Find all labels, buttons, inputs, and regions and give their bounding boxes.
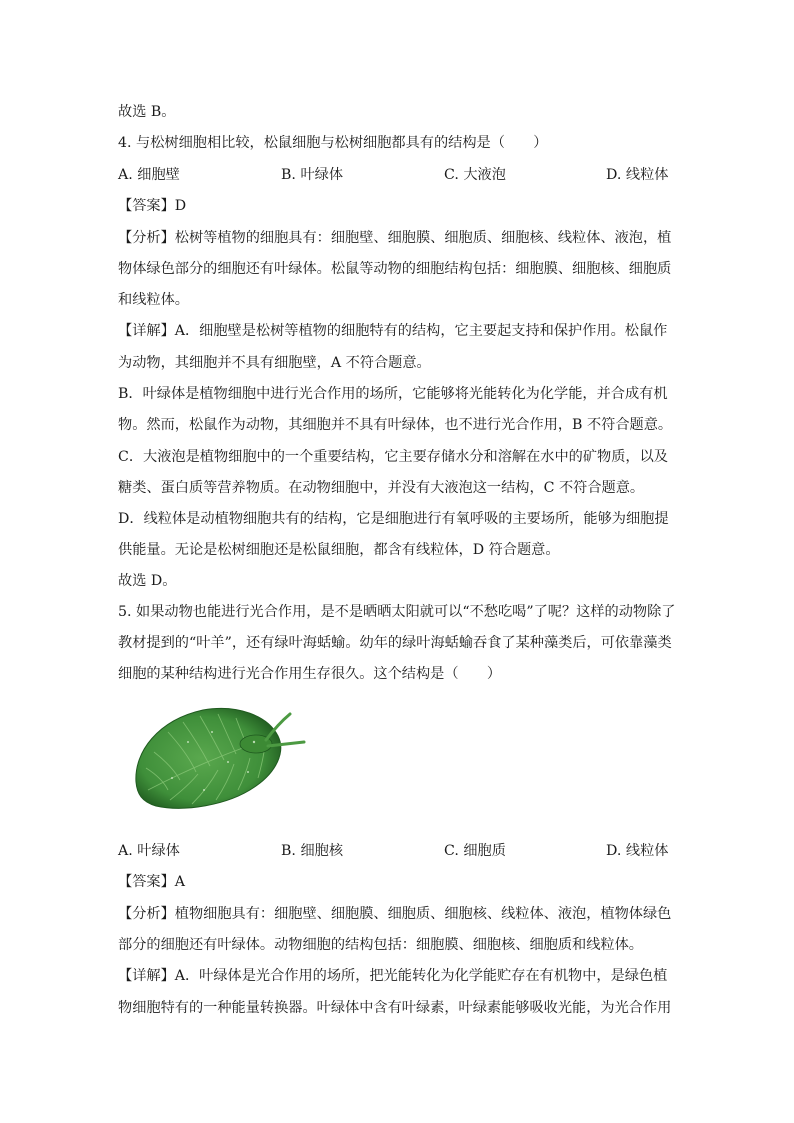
q5-detail-line: 【详解】A．叶绿体是光合作用的场所，把光能转化为化学能贮存在有机物中，是绿色植 [118,968,668,984]
q4-analysis-line: 和线粒体。 [118,292,189,308]
q4-option-d: D. 线粒体 [606,167,669,183]
q5-answer: 【答案】A [118,874,185,890]
q5-detail-line: 物细胞特有的一种能量转换器。叶绿体中含有叶绿素，叶绿素能够吸收光能，为光合作用 [118,1000,672,1016]
q4-detail-line: 【详解】A．细胞壁是松树等植物的细胞特有的结构，它主要起支持和保护作用。松鼠作 [118,323,668,339]
q4-conclusion: 故选 D。 [118,573,177,589]
q5-analysis-line: 部分的细胞还有叶绿体。动物细胞的结构包括：细胞膜、细胞核、细胞质和线粒体。 [118,937,643,953]
q4-detail-line: 物。然而，松鼠作为动物，其细胞并不具有叶绿体，也不进行光合作用，B 不符合题意。 [118,417,673,433]
q4-option-a: A. 细胞壁 [118,167,180,183]
q5-stem-line: 教材提到的“叶羊”，还有绿叶海蛞蝓。幼年的绿叶海蛞蝓吞食了某种藻类后，可依靠藻类 [118,635,672,651]
q4-analysis-line: 物体绿色部分的细胞还有叶绿体。松鼠等动物的细胞结构包括：细胞膜、细胞核、细胞质 [118,261,672,277]
q5-option-b: B. 细胞核 [281,843,344,859]
q4-option-c: C. 大液泡 [444,167,506,183]
q5-stem-line: 细胞的某种结构进行光合作用生存很久。这个结构是（ ） [118,666,502,682]
q5-analysis-line: 【分析】植物细胞具有：细胞壁、细胞膜、细胞质、细胞核、线粒体、液泡，植物体绿色 [118,906,672,922]
q4-detail-line: 为动物，其细胞并不具有细胞壁，A 不符合题意。 [118,355,431,371]
q5-options [118,841,674,861]
q4-option-b: B. 叶绿体 [281,167,344,183]
q5-stem-line: 5. 如果动物也能进行光合作用，是不是晒晒太阳就可以“不愁吃喝”了呢？这样的动物除了 [118,604,676,620]
q4-detail-line: B．叶绿体是植物细胞中进行光合作用的场所，它能够将光能转化为化学能，并合成有机 [118,386,668,402]
q4-options [118,165,674,185]
q4-analysis-line: 【分析】松树等植物的细胞具有：细胞壁、细胞膜、细胞质、细胞核、线粒体、液泡，植 [118,230,672,246]
q5-option-a: A. 叶绿体 [118,843,180,859]
q5-option-c: C. 细胞质 [444,843,506,859]
q4-stem: 4. 与松树细胞相比较，松鼠细胞与松树细胞都具有的结构是（ ） [118,135,548,151]
q3-conclusion: 故选 B。 [118,104,176,120]
q4-detail-line: C．大液泡是植物细胞中的一个重要结构，它主要存储水分和溶解在水中的矿物质，以及 [118,449,668,465]
q4-detail-line: 供能量。无论是松树细胞还是松鼠细胞，都含有线粒体，D 符合题意。 [118,542,560,558]
sea-slug-image [128,702,312,814]
q4-detail-line: 糖类、蛋白质等营养物质。在动物细胞中，并没有大液泡这一结构，C 不符合题意。 [118,480,645,496]
q5-option-d: D. 线粒体 [606,843,669,859]
q4-detail-line: D．线粒体是动植物细胞共有的结构，它是细胞进行有氧呼吸的主要场所，能够为细胞提 [118,511,669,527]
q4-answer: 【答案】D [118,198,187,214]
